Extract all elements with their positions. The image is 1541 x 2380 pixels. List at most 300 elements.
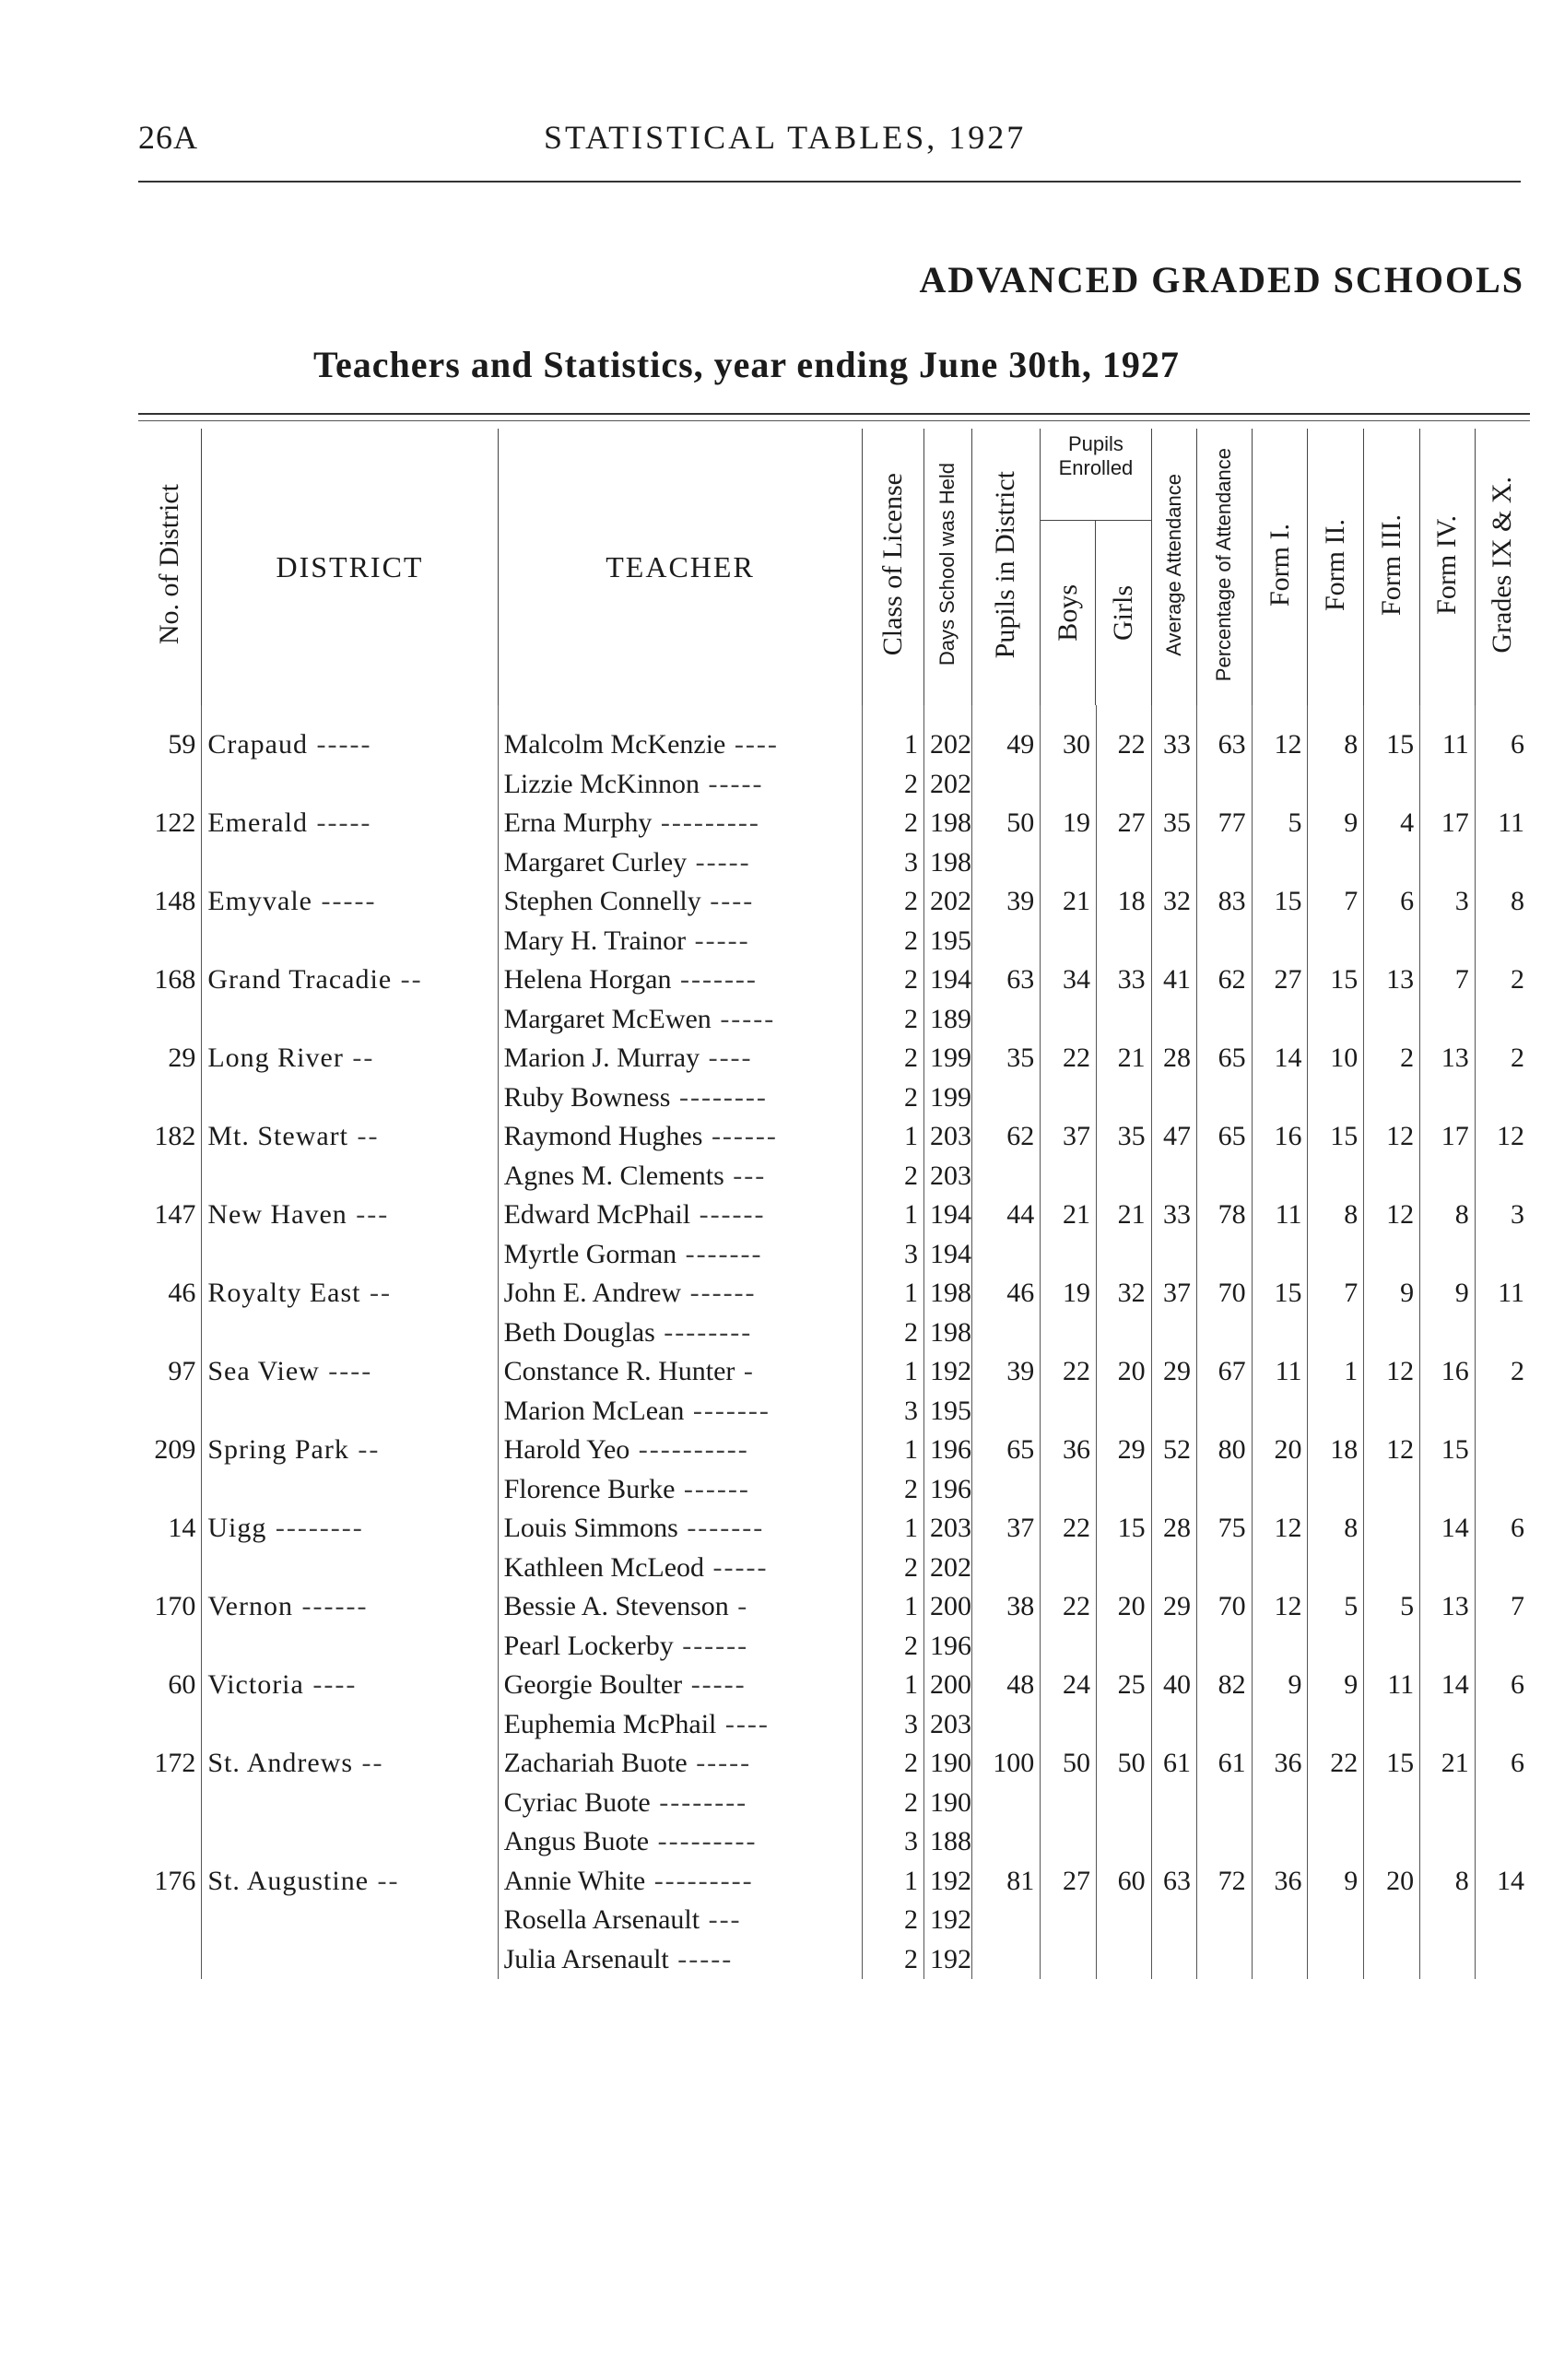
district-name: Emyvale ----- [202,882,498,922]
leader-dots: ---- [716,1708,770,1739]
average-attendance [1151,1705,1196,1745]
days-held: 198 [924,843,972,883]
district-number: 14 [168,1513,196,1544]
form4-count [1420,1549,1476,1588]
license-class: 2 [863,1627,924,1667]
table-row [138,1627,1530,1667]
percentage-attendance [1197,1235,1253,1275]
leader-dots: ----- [682,1669,747,1701]
girls-enrolled [1097,765,1152,805]
percentage-attendance [1197,1549,1253,1588]
form3-count: 11 [1364,1666,1420,1705]
district-number [138,1314,202,1353]
form2-count: 15 [1308,960,1364,1000]
leader-dots: - [728,1591,749,1622]
license-class: 2 [863,1078,924,1118]
pupils-in-district [971,1705,1041,1745]
district-name [202,1705,498,1745]
grades-9-10-count: 11 [1475,1274,1530,1314]
grades-9-10-count [1475,1392,1530,1432]
boys-enrolled [1041,1470,1097,1510]
percentage-attendance: 70 [1197,1587,1253,1627]
leader-dots: ---------- [629,1434,749,1466]
table-row [138,1352,1530,1392]
percentage-attendance [1197,1157,1253,1196]
form2-count: 22 [1308,1744,1364,1784]
form1-count: 11 [1252,1196,1308,1235]
boys-enrolled [1041,1235,1097,1275]
table-row [138,1587,1530,1627]
teacher-name: Mary H. Trainor ----- [498,922,863,961]
girls-enrolled [1097,922,1152,961]
form3-count: 12 [1364,1196,1420,1235]
license-class: 1 [863,1587,924,1627]
pupils-in-district: 39 [971,1352,1041,1392]
district-name [202,1157,498,1196]
boys-enrolled [1041,1784,1097,1823]
days-held: 196 [924,1627,972,1667]
col-header-boys: Boys [1052,584,1083,642]
pupils-in-district [971,922,1041,961]
boys-enrolled [1041,1705,1097,1745]
form1-count [1252,922,1308,961]
district-number [138,1784,202,1823]
days-held: 195 [924,922,972,961]
boys-enrolled: 21 [1041,1196,1097,1235]
license-class: 2 [863,1039,924,1078]
district-number [138,843,202,883]
leader-dots: ---- [700,886,755,917]
district-name: Victoria ---- [202,1666,498,1705]
average-attendance: 40 [1151,1666,1196,1705]
table-header-row [138,429,1530,705]
table-row [138,1235,1530,1275]
license-class: 2 [863,922,924,961]
leader-dots: ----- [700,768,764,799]
leader-dots: ---- [725,729,779,760]
form2-count: 8 [1308,1196,1364,1235]
grades-9-10-count [1475,1940,1530,1980]
form2-count: 18 [1308,1431,1364,1470]
form2-count [1308,922,1364,961]
average-attendance: 52 [1151,1431,1196,1470]
form1-count [1252,1627,1308,1667]
grades-9-10-count: 6 [1475,1666,1530,1705]
teacher-name: Harold Yeo ---------- [498,1431,863,1470]
leader-dots: ------ [702,1121,778,1152]
girls-enrolled [1097,1392,1152,1432]
leader-dots: - [735,1356,755,1387]
form4-count [1420,922,1476,961]
days-held: 192 [924,1862,972,1902]
form4-count: 17 [1420,1117,1476,1157]
average-attendance: 35 [1151,804,1196,843]
form4-count [1420,1000,1476,1040]
form1-count: 11 [1252,1352,1308,1392]
girls-enrolled [1097,1705,1152,1745]
form1-count: 12 [1252,1587,1308,1627]
form2-count: 10 [1308,1039,1364,1078]
average-attendance [1151,1078,1196,1118]
grades-9-10-count: 2 [1475,1039,1530,1078]
teacher-name: Euphemia McPhail ---- [498,1705,863,1745]
leader-dots: ---- [700,1043,753,1074]
form3-count [1364,1901,1420,1940]
pupils-in-district [971,1784,1041,1823]
days-held: 198 [924,1274,972,1314]
average-attendance [1151,843,1196,883]
days-held: 202 [924,882,972,922]
form1-count: 15 [1252,1274,1308,1314]
leader-dots: -------- [650,1786,748,1818]
grades-9-10-count: 6 [1475,725,1530,765]
district-number: 209 [154,1434,196,1466]
form2-count [1308,1392,1364,1432]
days-held: 190 [924,1744,972,1784]
table-row [138,1744,1530,1784]
district-number [138,1940,202,1980]
days-held: 198 [924,1314,972,1353]
district-number [138,1822,202,1862]
grades-9-10-count: 2 [1475,960,1530,1000]
license-class: 3 [863,1235,924,1275]
form3-count [1364,1235,1420,1275]
form1-count [1252,1940,1308,1980]
boys-enrolled: 37 [1041,1117,1097,1157]
grades-9-10-count [1475,1431,1530,1470]
form4-count: 13 [1420,1587,1476,1627]
grades-9-10-count [1475,1705,1530,1745]
boys-enrolled [1041,1314,1097,1353]
form2-count: 8 [1308,725,1364,765]
percentage-attendance: 63 [1197,725,1253,765]
district-name [202,1314,498,1353]
form4-count [1420,1822,1476,1862]
license-class: 2 [863,1157,924,1196]
teacher-name: Cyriac Buote -------- [498,1784,863,1823]
boys-enrolled [1041,1000,1097,1040]
average-attendance [1151,1000,1196,1040]
table-row [138,1314,1530,1353]
days-held: 195 [924,1392,972,1432]
form1-count: 14 [1252,1039,1308,1078]
district-name: St. Andrews -- [202,1744,498,1784]
pupils-in-district: 48 [971,1666,1041,1705]
grades-9-10-count [1475,843,1530,883]
teacher-name: Zachariah Buote ----- [498,1744,863,1784]
leader-dots: -- [392,964,423,996]
form4-count [1420,1392,1476,1432]
leader-dots: --------- [645,1865,754,1896]
district-name [202,922,498,961]
teacher-name: Erna Murphy --------- [498,804,863,843]
form2-count: 5 [1308,1587,1364,1627]
average-attendance [1151,1392,1196,1432]
district-name: Sea View ---- [202,1352,498,1392]
leader-dots: ------ [690,1199,766,1231]
form2-count: 9 [1308,804,1364,843]
table-row [138,1901,1530,1940]
girls-enrolled: 20 [1097,1587,1152,1627]
pupils-in-district: 35 [971,1039,1041,1078]
pupils-in-district [971,1078,1041,1118]
leader-dots: ----- [704,1551,769,1583]
form2-count: 7 [1308,882,1364,922]
teacher-name: Constance R. Hunter - [498,1352,863,1392]
form3-count [1364,1822,1420,1862]
district-number [138,1235,202,1275]
table-row [138,1666,1530,1705]
days-held: 199 [924,1078,972,1118]
col-header-district: DISTRICT [202,429,498,705]
leader-dots: ----- [312,886,377,917]
form4-count: 21 [1420,1744,1476,1784]
form2-count [1308,765,1364,805]
form2-count [1308,843,1364,883]
form1-count [1252,1549,1308,1588]
grades-9-10-count [1475,1822,1530,1862]
girls-enrolled [1097,1940,1152,1980]
district-number: 148 [154,886,196,917]
boys-enrolled [1041,843,1097,883]
form3-count: 4 [1364,804,1420,843]
percentage-attendance [1197,843,1253,883]
running-head [138,118,1539,164]
percentage-attendance [1197,1392,1253,1432]
district-number: 46 [168,1278,196,1309]
form1-count [1252,1392,1308,1432]
license-class: 2 [863,1549,924,1588]
boys-enrolled: 22 [1041,1352,1097,1392]
leader-dots: -------- [266,1513,364,1544]
grades-9-10-count: 2 [1475,1352,1530,1392]
district-name: Spring Park -- [202,1431,498,1470]
boys-enrolled: 27 [1041,1862,1097,1902]
form3-count [1364,1392,1420,1432]
teacher-name: Annie White --------- [498,1862,863,1902]
form3-count [1364,1627,1420,1667]
percentage-attendance [1197,1784,1253,1823]
form1-count [1252,1784,1308,1823]
table-row [138,1157,1530,1196]
table-row [138,1392,1530,1432]
district-name [202,1078,498,1118]
days-held: 194 [924,1196,972,1235]
pupils-in-district [971,1940,1041,1980]
girls-enrolled [1097,843,1152,883]
form3-count [1364,843,1420,883]
form2-count [1308,1784,1364,1823]
percentage-attendance [1197,1627,1253,1667]
girls-enrolled: 32 [1097,1274,1152,1314]
leader-dots: ----- [307,729,372,760]
grades-9-10-count [1475,922,1530,961]
average-attendance: 29 [1151,1352,1196,1392]
teacher-name: Pearl Lockerby ------ [498,1627,863,1667]
average-attendance: 33 [1151,1196,1196,1235]
license-class: 1 [863,1509,924,1549]
girls-enrolled: 18 [1097,882,1152,922]
leader-dots: ---- [319,1356,373,1387]
average-attendance: 33 [1151,725,1196,765]
district-name [202,1235,498,1275]
average-attendance: 41 [1151,960,1196,1000]
district-number [138,1627,202,1667]
form1-count [1252,1157,1308,1196]
table-row [138,922,1530,961]
girls-enrolled: 22 [1097,725,1152,765]
percentage-attendance [1197,1940,1253,1980]
header-rule [138,181,1521,183]
average-attendance [1151,1627,1196,1667]
girls-enrolled [1097,1470,1152,1510]
boys-enrolled [1041,1940,1097,1980]
form2-count: 9 [1308,1862,1364,1902]
pupils-in-district [971,765,1041,805]
form1-count: 20 [1252,1431,1308,1470]
leader-dots: ------- [671,964,758,996]
average-attendance [1151,1784,1196,1823]
form4-count: 11 [1420,725,1476,765]
table-row [138,882,1530,922]
teacher-name: Raymond Hughes ------ [498,1117,863,1157]
col-header-no: No. of District [154,484,185,645]
form2-count: 15 [1308,1117,1364,1157]
percentage-attendance: 82 [1197,1666,1253,1705]
form4-count [1420,1784,1476,1823]
district-name: Crapaud ----- [202,725,498,765]
table-row [138,1039,1530,1078]
district-name [202,1822,498,1862]
table-row [138,765,1530,805]
boys-enrolled: 36 [1041,1431,1097,1470]
district-name: Emerald ----- [202,804,498,843]
days-held: 188 [924,1822,972,1862]
average-attendance: 28 [1151,1509,1196,1549]
table-top-rules [138,413,1530,421]
days-held: 196 [924,1431,972,1470]
leader-dots: -- [353,1748,384,1779]
form3-count [1364,1157,1420,1196]
pupils-in-district: 49 [971,725,1041,765]
form4-count: 3 [1420,882,1476,922]
form2-count [1308,1157,1364,1196]
col-header-form1: Form I. [1252,429,1308,705]
form3-count [1364,1000,1420,1040]
boys-enrolled: 19 [1041,1274,1097,1314]
district-name [202,1549,498,1588]
grades-9-10-count: 14 [1475,1862,1530,1902]
license-class: 2 [863,1470,924,1510]
table-row [138,804,1530,843]
girls-enrolled: 21 [1097,1196,1152,1235]
form1-count [1252,765,1308,805]
form3-count: 12 [1364,1117,1420,1157]
days-held: 203 [924,1705,972,1745]
form4-count [1420,1157,1476,1196]
boys-enrolled [1041,1549,1097,1588]
leader-dots: ------ [681,1278,757,1309]
days-held: 200 [924,1666,972,1705]
boys-enrolled [1041,1078,1097,1118]
license-class: 2 [863,1940,924,1980]
leader-dots: ------ [673,1630,749,1661]
percentage-attendance [1197,922,1253,961]
license-class: 2 [863,1000,924,1040]
form2-count [1308,1822,1364,1862]
percentage-attendance: 65 [1197,1117,1253,1157]
form2-count [1308,1549,1364,1588]
days-held: 202 [924,765,972,805]
license-class: 2 [863,882,924,922]
percentage-attendance: 62 [1197,960,1253,1000]
district-name: Grand Tracadie -- [202,960,498,1000]
percentage-attendance: 77 [1197,804,1253,843]
district-number: 29 [168,1043,196,1074]
district-number [138,1000,202,1040]
license-class: 3 [863,1392,924,1432]
percentage-attendance: 75 [1197,1509,1253,1549]
district-name [202,843,498,883]
girls-enrolled: 35 [1097,1117,1152,1157]
col-header-average: Average Attendance [1151,429,1196,705]
grades-9-10-count [1475,1235,1530,1275]
percentage-attendance: 70 [1197,1274,1253,1314]
form1-count: 9 [1252,1666,1308,1705]
teacher-name: Georgie Boulter ----- [498,1666,863,1705]
boys-enrolled: 34 [1041,960,1097,1000]
form4-count [1420,1627,1476,1667]
district-name [202,765,498,805]
pupils-in-district: 37 [971,1509,1041,1549]
table-row [138,1509,1530,1549]
form4-count: 14 [1420,1666,1476,1705]
table-row [138,1705,1530,1745]
pupils-in-district: 44 [971,1196,1041,1235]
percentage-attendance [1197,1000,1253,1040]
girls-enrolled: 60 [1097,1862,1152,1902]
district-name: Vernon ------ [202,1587,498,1627]
boys-enrolled: 22 [1041,1509,1097,1549]
form3-count: 20 [1364,1862,1420,1902]
teacher-name: Beth Douglas -------- [498,1314,863,1353]
form4-count: 7 [1420,960,1476,1000]
form1-count: 16 [1252,1117,1308,1157]
table-row [138,1000,1530,1040]
col-header-enrolled-label: Pupils Enrolled [1041,429,1150,521]
leader-dots: ----- [711,1003,776,1034]
percentage-attendance [1197,1705,1253,1745]
leader-dots: ------ [293,1591,369,1622]
teacher-name: Edward McPhail ------ [498,1196,863,1235]
days-held: 203 [924,1157,972,1196]
leader-dots: ---- [303,1669,358,1701]
pupils-in-district: 81 [971,1862,1041,1902]
form4-count: 9 [1420,1274,1476,1314]
table-row [138,725,1530,765]
days-held: 192 [924,1352,972,1392]
district-number: 60 [168,1669,196,1701]
form1-count [1252,1314,1308,1353]
teacher-name: Margaret Curley ----- [498,843,863,883]
form2-count [1308,1235,1364,1275]
leader-dots: ----- [687,846,751,878]
average-attendance [1151,1822,1196,1862]
form3-count [1364,1549,1420,1588]
days-held: 203 [924,1509,972,1549]
leader-dots: ------- [676,1238,763,1269]
average-attendance: 32 [1151,882,1196,922]
